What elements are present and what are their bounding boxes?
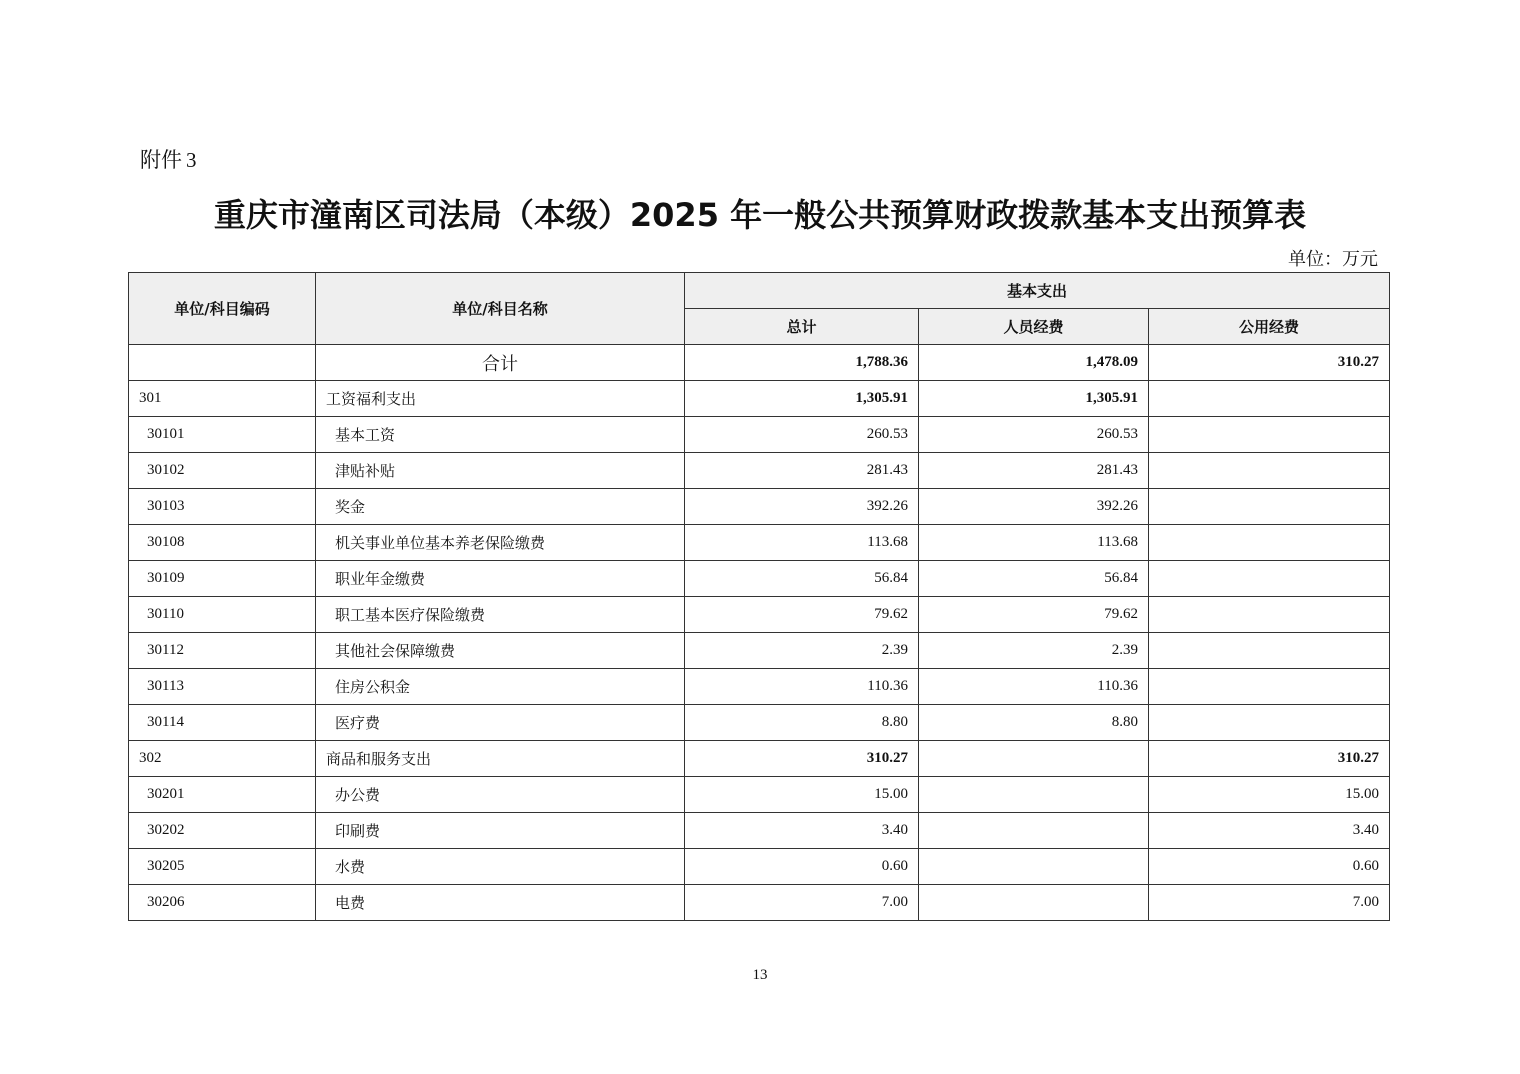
category-row (129, 381, 1390, 417)
cell-name: 电费 (316, 885, 685, 921)
cell-total: 281.43 (685, 453, 919, 489)
cell-public (1149, 489, 1390, 525)
table-row (129, 705, 1390, 741)
header-total: 总计 (685, 309, 919, 345)
table-row (129, 525, 1390, 561)
table-row (129, 561, 1390, 597)
cell-personnel: 281.43 (919, 453, 1149, 489)
cell-total: 310.27 (685, 741, 919, 777)
cell-code: 30112 (129, 633, 316, 669)
cell-name: 住房公积金 (316, 669, 685, 705)
budget-table (128, 272, 1390, 921)
table-header (129, 273, 1390, 345)
cell-personnel: 8.80 (919, 705, 1149, 741)
category-row (129, 741, 1390, 777)
cell-total: 1,305.91 (685, 381, 919, 417)
cell-name: 津贴补贴 (316, 453, 685, 489)
unit-label: 单位：万元 (1288, 249, 1378, 270)
cell-public (1149, 561, 1390, 597)
cell-name: 办公费 (316, 777, 685, 813)
table-row (129, 417, 1390, 453)
cell-code: 30114 (129, 705, 316, 741)
cell-code (129, 345, 316, 381)
cell-personnel: 1,305.91 (919, 381, 1149, 417)
page-number: 13 (752, 967, 768, 983)
cell-public (1149, 705, 1390, 741)
cell-public: 310.27 (1149, 741, 1390, 777)
cell-public: 0.60 (1149, 849, 1390, 885)
cell-public (1149, 525, 1390, 561)
cell-code: 30103 (129, 489, 316, 525)
document-title: 重庆市潼南区司法局（本级）2025 年一般公共预算财政拨款基本支出预算表 (213, 196, 1307, 234)
cell-code: 30201 (129, 777, 316, 813)
cell-total: 79.62 (685, 597, 919, 633)
cell-public: 15.00 (1149, 777, 1390, 813)
cell-total: 8.80 (685, 705, 919, 741)
cell-code: 30202 (129, 813, 316, 849)
cell-total: 113.68 (685, 525, 919, 561)
cell-name: 奖金 (316, 489, 685, 525)
cell-total: 2.39 (685, 633, 919, 669)
cell-public (1149, 453, 1390, 489)
cell-name: 职业年金缴费 (316, 561, 685, 597)
cell-code: 30206 (129, 885, 316, 921)
cell-total: 110.36 (685, 669, 919, 705)
cell-personnel: 392.26 (919, 489, 1149, 525)
cell-name: 职工基本医疗保险缴费 (316, 597, 685, 633)
cell-code: 30109 (129, 561, 316, 597)
cell-personnel: 56.84 (919, 561, 1149, 597)
cell-personnel (919, 741, 1149, 777)
cell-name: 机关事业单位基本养老保险缴费 (316, 525, 685, 561)
table-row (129, 597, 1390, 633)
table-body (129, 345, 1390, 921)
cell-name: 印刷费 (316, 813, 685, 849)
cell-total: 392.26 (685, 489, 919, 525)
table-row (129, 813, 1390, 849)
cell-personnel (919, 885, 1149, 921)
cell-name: 合计 (316, 345, 685, 381)
cell-name: 商品和服务支出 (316, 741, 685, 777)
cell-total: 56.84 (685, 561, 919, 597)
cell-name: 医疗费 (316, 705, 685, 741)
cell-total: 15.00 (685, 777, 919, 813)
cell-public (1149, 669, 1390, 705)
attachment-text: 附件 (140, 148, 182, 172)
cell-code: 302 (129, 741, 316, 777)
cell-name: 工资福利支出 (316, 381, 685, 417)
table-row (129, 633, 1390, 669)
cell-personnel: 260.53 (919, 417, 1149, 453)
cell-code: 30101 (129, 417, 316, 453)
header-personnel: 人员经费 (919, 309, 1149, 345)
total-row (129, 345, 1390, 381)
header-code: 单位/科目编码 (129, 273, 316, 345)
cell-total: 7.00 (685, 885, 919, 921)
cell-name: 基本工资 (316, 417, 685, 453)
cell-public (1149, 381, 1390, 417)
cell-personnel (919, 813, 1149, 849)
header-public: 公用经费 (1149, 309, 1390, 345)
cell-public: 310.27 (1149, 345, 1390, 381)
cell-personnel: 2.39 (919, 633, 1149, 669)
cell-name: 水费 (316, 849, 685, 885)
cell-code: 30205 (129, 849, 316, 885)
cell-code: 30108 (129, 525, 316, 561)
cell-total: 0.60 (685, 849, 919, 885)
cell-public: 3.40 (1149, 813, 1390, 849)
table-row (129, 669, 1390, 705)
attachment-number: 3 (186, 148, 197, 172)
table-row (129, 849, 1390, 885)
cell-code: 30102 (129, 453, 316, 489)
table-row (129, 489, 1390, 525)
cell-personnel (919, 849, 1149, 885)
cell-code: 30113 (129, 669, 316, 705)
cell-total: 260.53 (685, 417, 919, 453)
cell-public: 7.00 (1149, 885, 1390, 921)
table-row (129, 777, 1390, 813)
cell-name: 其他社会保障缴费 (316, 633, 685, 669)
cell-total: 3.40 (685, 813, 919, 849)
cell-personnel: 1,478.09 (919, 345, 1149, 381)
cell-personnel: 110.36 (919, 669, 1149, 705)
cell-code: 301 (129, 381, 316, 417)
attachment-label (140, 144, 197, 174)
table-row (129, 885, 1390, 921)
cell-public (1149, 417, 1390, 453)
cell-public (1149, 597, 1390, 633)
header-name: 单位/科目名称 (316, 273, 685, 345)
cell-total: 1,788.36 (685, 345, 919, 381)
cell-code: 30110 (129, 597, 316, 633)
cell-personnel (919, 777, 1149, 813)
header-basic-expenditure: 基本支出 (685, 273, 1390, 309)
cell-public (1149, 633, 1390, 669)
cell-personnel: 79.62 (919, 597, 1149, 633)
cell-personnel: 113.68 (919, 525, 1149, 561)
table-row (129, 453, 1390, 489)
